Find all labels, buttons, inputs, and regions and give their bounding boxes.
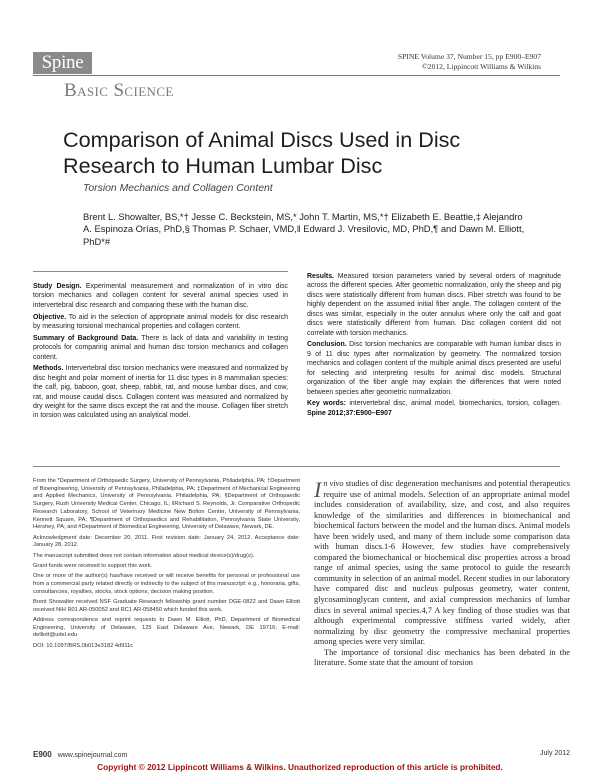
methods-text: Intervertebral disc torsion mechanics were measured and normalized by disc height and polar moment of inertia for 11 disc types in 8 mammalian species: the calf, pig, baboon, goat, sheep, rabbit, rat, and mouse lumbar discs, and cow, rat, and mouse caudal discs. Collagen content was measured and normalized by dry weight for the same discs except the rat and the mouse. Collagen fiber stretch in torsion was calculated using an analytical model. [33,365,288,420]
results-text: Measured torsion parameters varied by several orders of magnitude across the different species. After geometric normalization, only the sheep and pig discs were statistically different from human discs. Fiber stretch was found to be highly dependent on the assumed initial fiber angle. The collagen content of the discs was similar, especially in the outer annulus where only the calf and goat discs were statistically different from human. Disc collagen content did not correlate with torsion mechanics. [307,273,561,337]
citation: Spine 2012;37:E900–E907 [307,409,392,417]
objective-label: Objective. [33,313,67,321]
journal-volume: SPINE Volume 37, Number 15, pp E900–E907 [397,52,541,61]
journal-info [398,52,541,72]
body-paragraph-1 [314,479,570,648]
journal-copyright: ©2012, Lippincott Williams & Wilkins [422,62,541,71]
objective-text: To aid in the selection of appropriate animal models for disc research by measuring torsional mechanical properties and collagen content. [33,313,288,330]
abstract-divider-top [33,271,288,272]
conclusion-label: Conclusion. [307,341,347,349]
article-title: Comparison of Animal Discs Used in Disc Research to Human Lumbar Disc [63,127,461,178]
study-design-text: Experimental measurement and normalization of in vitro disc torsion mechanics and collagen content for several animal species used in intervertebral disc research and comparing these with the human disc. [33,283,288,309]
summary [33,334,288,362]
section-label: Basic Science [64,80,174,101]
keywords-label: Key words: [307,400,346,408]
results [307,272,561,338]
author-list: Brent L. Showalter, BS,*† Jesse C. Beckstein, MS,* John T. Martin, MS,*† Elizabeth E. Beattie,‡ Alejandro A. Espinoza Orías, PhD,§ Thomas P. Schaer, VMD,‖ Edward J. Vresilovic, MD, PhD,¶ and Dawn M. Elliott, PhD*# [83,211,525,247]
keywords-text: intervertebral disc, animal model, biomechanics, torsion, collagen. [349,400,561,408]
methods [33,364,288,421]
summary-label: Summary of Background Data. [33,334,139,342]
affil-fellowship: Brent Showalter received NSF Graduate Research fellowship grant number DGE-0822 and Dawn Elliott received NIH R01 AR-050052 and RC1 AR-058450 which funded this work. [33,598,300,613]
body-italic: n vivo [323,479,344,488]
article-subtitle: Torsion Mechanics and Collagen Content [83,183,273,194]
body-text [314,479,570,669]
conclusion-text: Disc torsion mechanics are comparable with human lumbar discs in 9 of 11 disc types after normalization by geometry. The normalized torsion mechanics and collagen content of the multiple animal discs presented are useful for selecting and interpreting results for animal disc models. Structural organization of the fiber angle may explain the differences that were noted between species after geometric normalization. [307,341,561,396]
methods-label: Methods. [33,365,64,373]
website-link[interactable]: www.spinejournal.com [57,752,128,759]
study-design [33,282,288,310]
objective [33,313,288,332]
copyright-notice: Copyright © 2012 Lippincott Williams & Wilkins. Unauthorized reproduction of this article is prohibited. [97,762,503,772]
body-paragraph-2: The importance of torsional disc mechanics has been debated in the literature. Some state that the amount of torsion [314,647,570,668]
affil-benefits: One or more of the author(s) has/have received or will receive benefits for personal or professional use from a commercial party related directly or indirectly to the subject of this manuscript: e.g., honoraria, gifts, consultancies, royalties, stocks, stock options, decision making position. [33,573,300,595]
body-paragraph-1-text: studies of disc degeneration mechanisms and potential therapeutics require use of animal models. Selection of an appropriate animal model includes consideration of availability, size, and cost, and also requires knowledge of the similarities and differences in biomechanical and biochemical factors between the model and the human discs. Animal models have been widely used, and many of them include some comparison data with human discs.1-6 However, few studies have comprehensively compared the biomechanical or biochemical disc properties across a broad range of animal species, using the same protocol to guide the research community in selection of an animal model. Recent studies in our laboratory have compared disc and nucleus pulposus geometry, water content, glycosaminoglycan content, and axial compression mechanics of lumbar discs in several animal species.4,7 A key finding of those studies was that although experimental compressive stiffness varied widely, after normalizing by disc geometry the compressive mechanical properties among species were very similar. [314,479,570,647]
affil-device: The manuscript submitted does not contain information about medical device(s)/drug(s). [33,552,255,559]
affil-dates: Acknowledgment date: December 20, 2011. First revision date: January 24, 2012. Acceptance date: January 28, 2012. [33,534,300,549]
footer-left [33,750,127,759]
study-design-label: Study Design. [33,283,82,290]
affil-from: From the *Department of Orthopaedic Surgery, University of Pennsylvania, Philadelphia, PA; †Department of Bioengineering, University of Pennsylvania, Philadelphia, PA; ‡Department of Mechanical Engineering and Applied Mechanics, University of Pennsylvania, Philadelphia, PA; §Department of Orthopaedic Surgery, Rush University Medical Center, Chicago, IL; ‖Richard S. Reynolds, Jr. Comparative Orthopedic Research Laboratory, School of Veterinary Medicine New Bolton Center, University of Pennsylvania, Kennett Square, PA; ¶Department of Orthopaedics and Rehabilitation, Pennsylvania State University, Hershey, PA; and #Department of Biomedical Engineering, University of Delaware, Newark, DE. [33,478,300,531]
abstract-left [33,282,288,423]
drop-cap: I [314,477,322,502]
footer-date: July 2012 [540,750,570,757]
conclusion [307,340,561,397]
page-number: E900 [33,750,52,759]
affil-doi: DOI: 10.1097/BRS.0b013e3182 4d911c [33,642,134,649]
abstract-right [307,272,561,420]
results-label: Results. [307,273,334,280]
header-divider [33,75,560,76]
keywords [307,399,561,418]
affil-funds: Grant funds were received to support this work. [33,562,153,569]
affiliations [33,478,300,653]
summary-text: There is lack of data and variability in testing protocols for comparing animal and human disc torsion mechanics and collagen content. [33,334,288,361]
journal-logo: Spine [33,52,92,74]
abstract-divider-bottom [33,466,560,467]
affil-correspondence: Address correspondence and reprint requests to Dawn M. Elliott, PhD, Department of Biomedical Engineering, University of Delaware, 125 East Delaware Ave, Newark, DE 19716; E-mail: delliott@udel.edu [33,616,300,639]
